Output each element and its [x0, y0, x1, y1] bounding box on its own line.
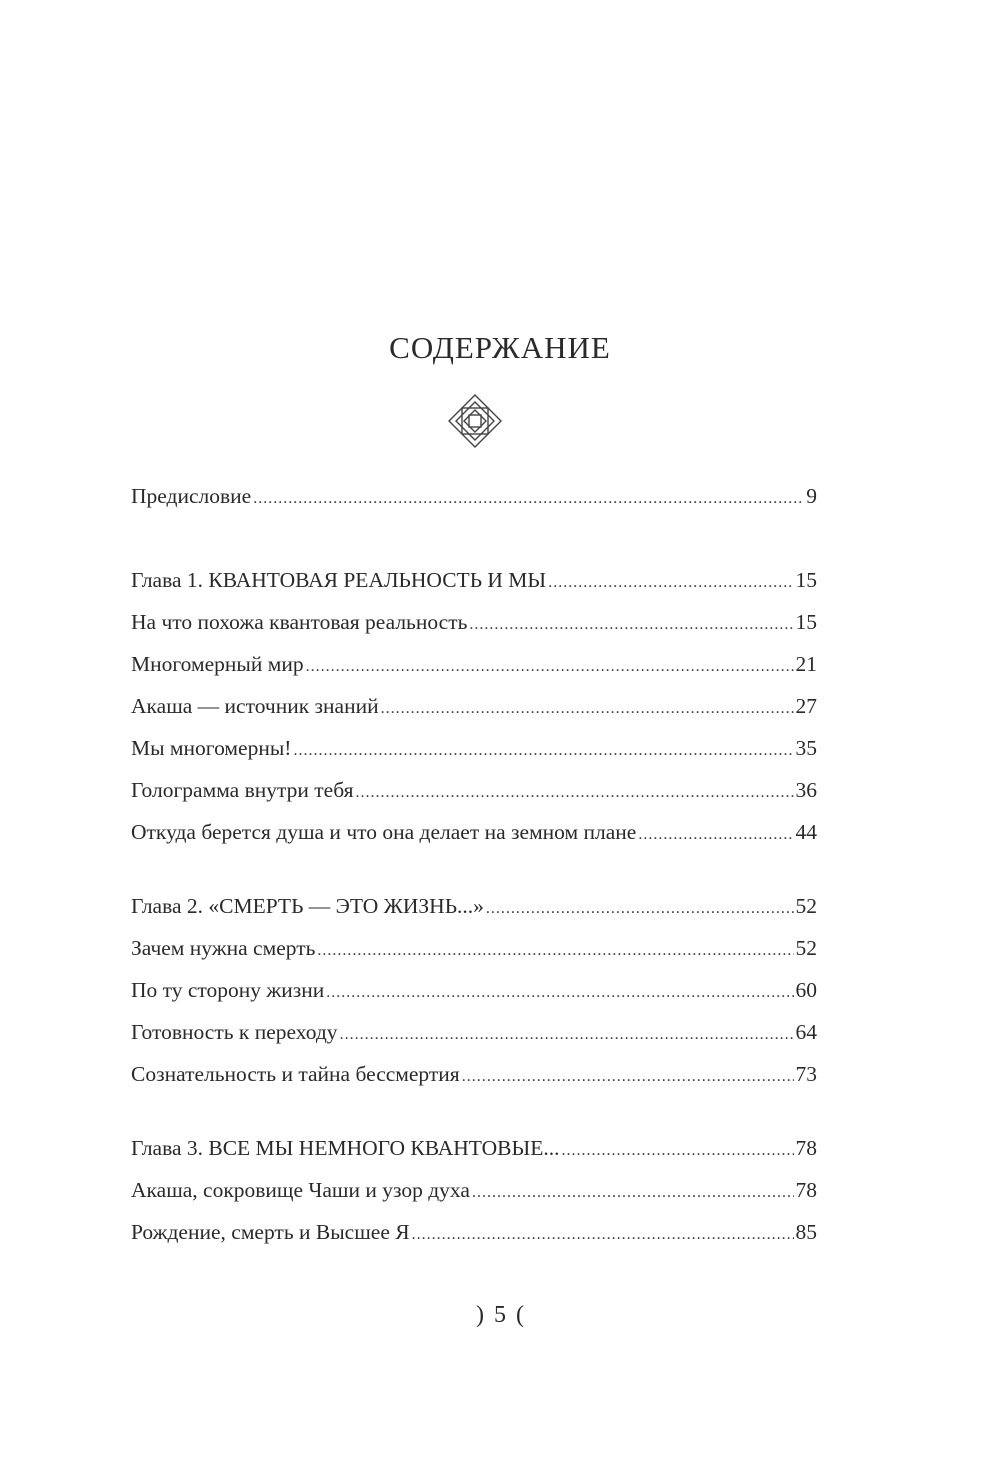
toc-entry-page: 78 — [795, 1178, 817, 1202]
toc-entry-page: 60 — [795, 978, 817, 1002]
toc-entry-page: 52 — [795, 894, 817, 918]
toc-entry-title: Мы многомерны! — [131, 736, 292, 760]
toc-entry-section[interactable] — [131, 649, 817, 679]
dot-leader — [340, 1020, 794, 1050]
page-number — [0, 1302, 1000, 1329]
dot-leader — [253, 484, 804, 514]
toc-entry-chapter-1[interactable] — [131, 565, 817, 595]
toc-entry-title: Готовность к переходу — [131, 1020, 338, 1044]
toc-entry-chapter-2[interactable] — [131, 891, 817, 921]
toc-entry-section[interactable] — [131, 1217, 817, 1247]
toc-entry-page: 9 — [806, 484, 817, 508]
folio-number: 5 — [494, 1302, 506, 1328]
dot-leader — [381, 694, 794, 724]
toc-entry-page: 27 — [795, 694, 817, 718]
toc-entry-title: Откуда берется душа и что она делает на земном плане — [131, 820, 637, 844]
dot-leader — [548, 568, 793, 598]
dot-leader — [562, 1136, 794, 1166]
page-title: СОДЕРЖАНИЕ — [389, 330, 611, 365]
dot-leader — [412, 1220, 794, 1250]
toc-entry-page: 44 — [795, 820, 817, 844]
toc-entry-page: 15 — [795, 610, 817, 634]
toc-entry-page: 85 — [795, 1220, 817, 1244]
toc-entry-title: Глава 2. «СМЕРТЬ — ЭТО ЖИЗНЬ...» — [131, 894, 484, 918]
toc-entry-title: Акаша — источник знаний — [131, 694, 379, 718]
dot-leader — [462, 1062, 794, 1092]
toc-entry-section[interactable] — [131, 1175, 817, 1205]
toc-entry-page: 35 — [795, 736, 817, 760]
dot-leader — [293, 736, 793, 766]
toc-entry-title: Сознательность и тайна бессмертия — [131, 1062, 460, 1086]
toc-entry-preface[interactable] — [131, 481, 817, 511]
toc-entry-title: Глава 1. КВАНТОВАЯ РЕАЛЬНОСТЬ И МЫ — [131, 568, 547, 592]
folio-left-bracket: ) — [476, 1302, 484, 1328]
dot-leader — [469, 610, 793, 640]
folio-right-bracket: ( — [516, 1302, 524, 1328]
dot-leader — [486, 894, 794, 924]
toc-entry-page: 78 — [795, 1136, 817, 1160]
toc-entry-section[interactable] — [131, 691, 817, 721]
dot-leader — [317, 936, 793, 966]
dot-leader — [326, 978, 793, 1008]
dot-leader — [356, 778, 794, 808]
toc-entry-page: 15 — [795, 568, 817, 592]
toc-entry-chapter-3[interactable] — [131, 1133, 817, 1163]
toc-entry-title: Акаша, сокровище Чаши и узор духа — [131, 1178, 470, 1202]
toc-entry-section[interactable] — [131, 1017, 817, 1047]
toc-entry-section[interactable] — [131, 775, 817, 805]
toc-entry-title: Многомерный мир — [131, 652, 304, 676]
toc-entry-title: Глава 3. ВСЕ МЫ НЕМНОГО КВАНТОВЫЕ... — [131, 1136, 560, 1160]
toc-entry-title: По ту сторону жизни — [131, 978, 325, 1002]
toc-entry-title: Зачем нужна смерть — [131, 936, 316, 960]
toc-entry-page: 73 — [795, 1062, 817, 1086]
toc-entry-section[interactable] — [131, 933, 817, 963]
toc-entry-section[interactable] — [131, 817, 817, 847]
toc-entry-page: 21 — [795, 652, 817, 676]
toc-entry-section[interactable] — [131, 733, 817, 763]
toc-entry-title: Голограмма внутри тебя — [131, 778, 354, 802]
toc-entry-section[interactable] — [131, 1059, 817, 1089]
dot-leader — [472, 1178, 794, 1208]
toc-entry-title: На что похожа квантовая реальность — [131, 610, 468, 634]
dot-leader — [638, 820, 793, 850]
toc-entry-page: 64 — [795, 1020, 817, 1044]
toc-entry-page: 36 — [795, 778, 817, 802]
dot-leader — [306, 652, 794, 682]
toc-entry-title: Рождение, смерть и Высшее Я — [131, 1220, 410, 1244]
toc-entry-section[interactable] — [131, 975, 817, 1005]
toc-entry-title: Предисловие — [131, 484, 252, 508]
toc-entry-page: 52 — [795, 936, 817, 960]
toc-entry-section[interactable] — [131, 607, 817, 637]
